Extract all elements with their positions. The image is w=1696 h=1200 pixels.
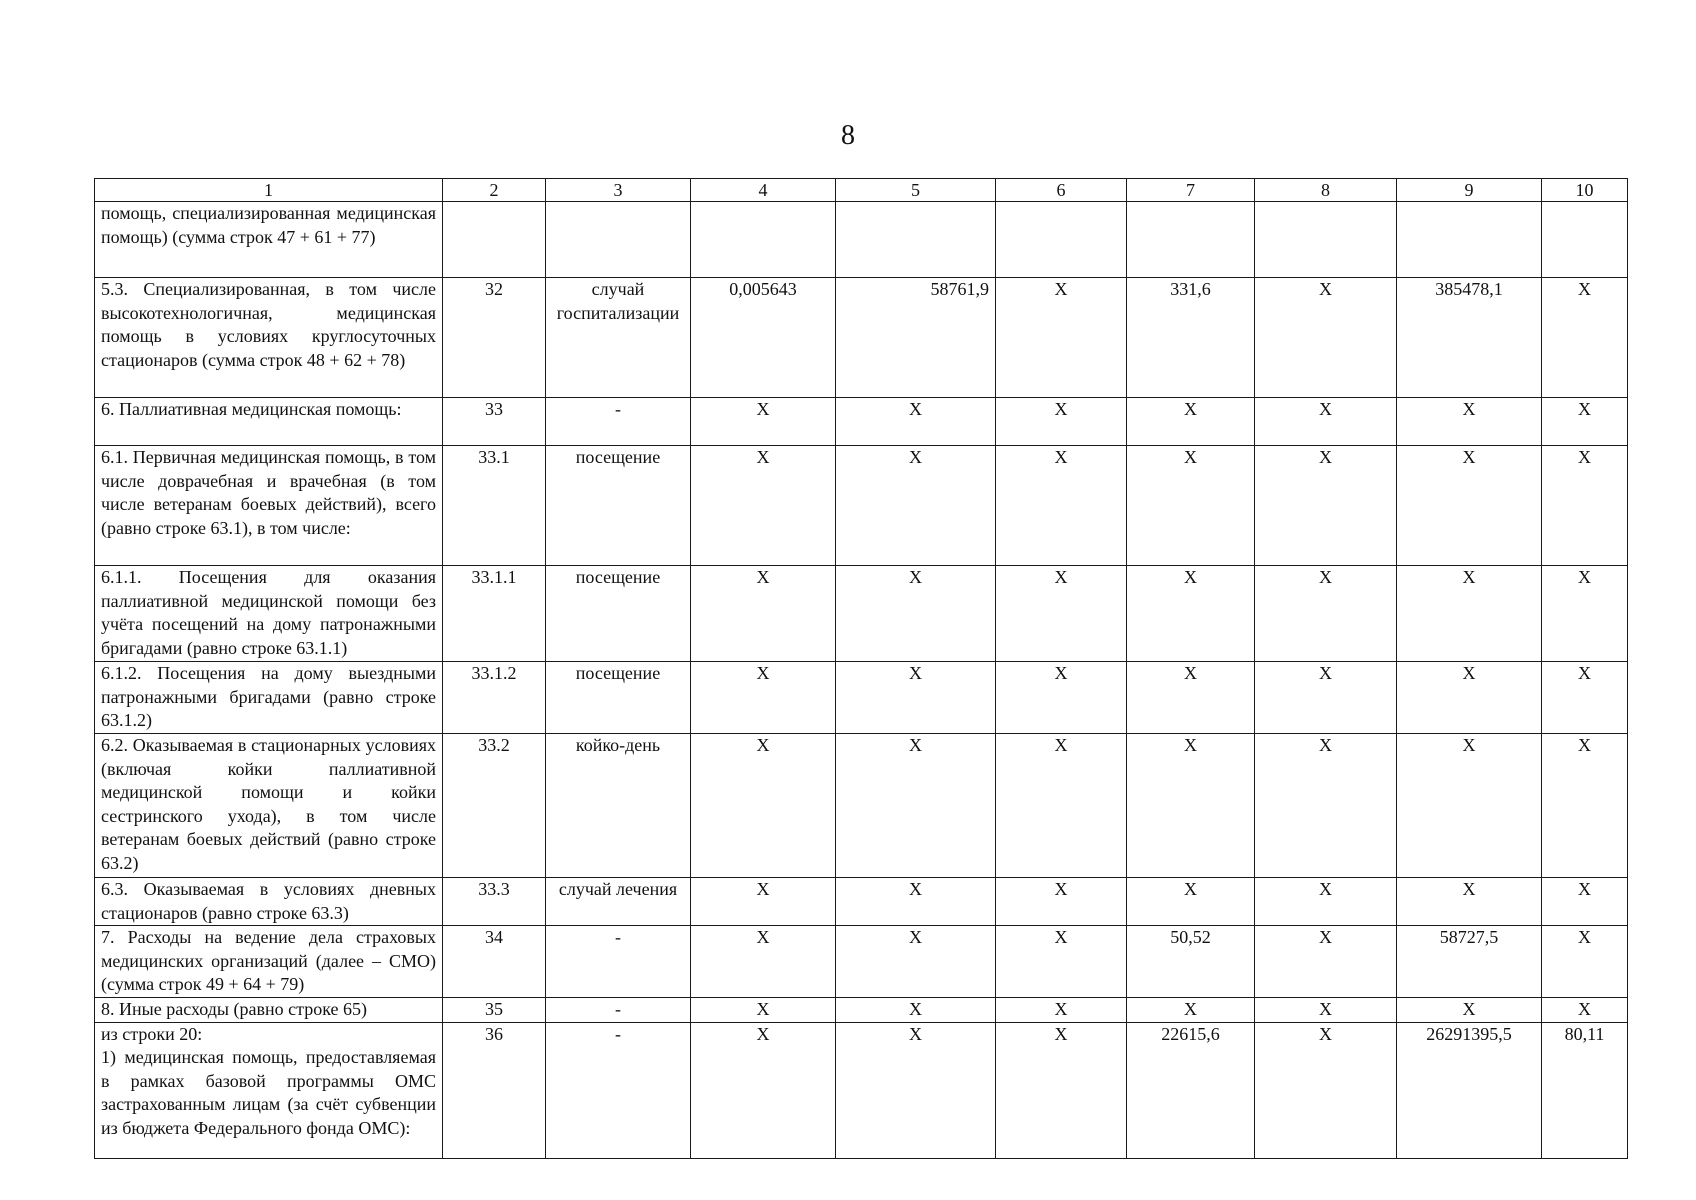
table-row (95, 398, 1628, 446)
value-cell (1397, 202, 1542, 278)
value-cell: Х (836, 398, 996, 446)
value-cell: Х (1397, 566, 1542, 662)
unit-cell: - (546, 398, 691, 446)
unit-cell: случай госпитализации (546, 278, 691, 398)
value-cell: Х (1542, 998, 1628, 1023)
value-cell (691, 202, 836, 278)
value-cell: Х (691, 398, 836, 446)
value-cell (836, 202, 996, 278)
value-cell: Х (1542, 278, 1628, 398)
table-row (95, 202, 1628, 278)
value-cell (996, 202, 1127, 278)
value-cell: 50,52 (1127, 926, 1255, 998)
row-number: 33.1.1 (443, 566, 546, 662)
value-cell (1542, 202, 1628, 278)
unit-cell: посещение (546, 662, 691, 734)
page-number: 8 (841, 120, 855, 151)
column-number: 9 (1397, 179, 1542, 202)
value-cell: 58761,9 (836, 278, 996, 398)
value-cell: Х (1127, 734, 1255, 878)
value-cell: Х (1255, 278, 1397, 398)
value-cell: Х (691, 998, 836, 1023)
value-cell: Х (691, 926, 836, 998)
value-cell: 22615,6 (1127, 1022, 1255, 1158)
column-number: 7 (1127, 179, 1255, 202)
value-cell: Х (836, 1022, 996, 1158)
value-cell: Х (1127, 566, 1255, 662)
value-cell: Х (691, 662, 836, 734)
table-row (95, 1022, 1628, 1158)
value-cell: Х (1542, 446, 1628, 566)
table-row (95, 998, 1628, 1023)
row-name: 6. Паллиативная медицинская помощь: (95, 398, 443, 446)
value-cell: Х (836, 734, 996, 878)
row-name: 6.2. Оказываемая в стационарных условиях (включая койки паллиативной медицинской помощи и койки сестринского ухода), в том числе ветеранам боевых действий (равно строке 63.2) (95, 734, 443, 878)
table-row (95, 926, 1628, 998)
row-name: 6.3. Оказываемая в условиях дневных стационаров (равно строке 63.3) (95, 878, 443, 926)
value-cell: Х (691, 878, 836, 926)
value-cell: Х (1397, 398, 1542, 446)
value-cell: Х (691, 446, 836, 566)
value-cell: Х (836, 878, 996, 926)
row-number: 35 (443, 998, 546, 1023)
row-name: 7. Расходы на ведение дела страховых медицинских организаций (далее – СМО) (сумма строк 49 + 64 + 79) (95, 926, 443, 998)
value-cell: Х (1542, 734, 1628, 878)
value-cell: Х (1255, 398, 1397, 446)
column-number: 5 (836, 179, 996, 202)
value-cell: Х (996, 734, 1127, 878)
value-cell: Х (996, 998, 1127, 1023)
financing-table (94, 178, 1628, 1159)
value-cell: Х (996, 926, 1127, 998)
row-number: 36 (443, 1022, 546, 1158)
column-number: 3 (546, 179, 691, 202)
value-cell: Х (996, 566, 1127, 662)
row-name: 8. Иные расходы (равно строке 65) (95, 998, 443, 1023)
value-cell: Х (1397, 662, 1542, 734)
column-number: 10 (1542, 179, 1628, 202)
value-cell: Х (1255, 734, 1397, 878)
row-name: помощь, специализированная медицинская помощь) (сумма строк 47 + 61 + 77) (95, 202, 443, 278)
row-number: 33.1.2 (443, 662, 546, 734)
table-row (95, 446, 1628, 566)
unit-cell (546, 202, 691, 278)
value-cell: Х (1127, 398, 1255, 446)
row-number: 33.1 (443, 446, 546, 566)
column-number: 4 (691, 179, 836, 202)
row-number (443, 202, 546, 278)
value-cell: Х (1255, 446, 1397, 566)
value-cell (1255, 202, 1397, 278)
value-cell: Х (1542, 398, 1628, 446)
value-cell: Х (1542, 662, 1628, 734)
row-name: 5.3. Специализированная, в том числе высокотехнологичная, медицинская помощь в условиях круглосуточных стационаров (сумма строк 48 + 62 + 78) (95, 278, 443, 398)
row-name (95, 1022, 443, 1158)
value-cell: Х (996, 1022, 1127, 1158)
row-number: 32 (443, 278, 546, 398)
value-cell: 80,11 (1542, 1022, 1628, 1158)
value-cell: 331,6 (1127, 278, 1255, 398)
value-cell: Х (1255, 998, 1397, 1023)
row-name-line: 1) медицинская помощь, предоставляемая в рамках базовой программы ОМС застрахованным лицам (за счёт субвенции из бюджета Федерального фонда ОМС): (101, 1047, 436, 1138)
value-cell: 58727,5 (1397, 926, 1542, 998)
value-cell: Х (1542, 566, 1628, 662)
value-cell: Х (691, 734, 836, 878)
value-cell: Х (1542, 926, 1628, 998)
value-cell: Х (691, 566, 836, 662)
value-cell: Х (691, 1022, 836, 1158)
unit-cell: посещение (546, 566, 691, 662)
value-cell: Х (1255, 878, 1397, 926)
value-cell: Х (996, 878, 1127, 926)
value-cell: Х (836, 998, 996, 1023)
value-cell: Х (996, 662, 1127, 734)
row-number: 33.3 (443, 878, 546, 926)
table-row (95, 566, 1628, 662)
value-cell: Х (1397, 878, 1542, 926)
value-cell: Х (836, 566, 996, 662)
value-cell: Х (1255, 926, 1397, 998)
value-cell: Х (1127, 446, 1255, 566)
row-name: 6.1.1. Посещения для оказания паллиативной медицинской помощи без учёта посещений на дому патронажными бригадами (равно строке 63.1.1) (95, 566, 443, 662)
value-cell: 26291395,5 (1397, 1022, 1542, 1158)
value-cell: Х (836, 446, 996, 566)
column-number: 8 (1255, 179, 1397, 202)
unit-cell: посещение (546, 446, 691, 566)
table-row (95, 278, 1628, 398)
value-cell: Х (836, 662, 996, 734)
column-number-row (95, 179, 1628, 202)
value-cell: 0,005643 (691, 278, 836, 398)
unit-cell: случай лечения (546, 878, 691, 926)
value-cell: 385478,1 (1397, 278, 1542, 398)
unit-cell: - (546, 1022, 691, 1158)
row-number: 33 (443, 398, 546, 446)
table-row (95, 878, 1628, 926)
value-cell: Х (996, 278, 1127, 398)
value-cell: Х (996, 398, 1127, 446)
row-number: 33.2 (443, 734, 546, 878)
value-cell: Х (1397, 998, 1542, 1023)
table-row (95, 662, 1628, 734)
row-name: 6.1.2. Посещения на дому выездными патронажными бригадами (равно строке 63.1.2) (95, 662, 443, 734)
value-cell (1127, 202, 1255, 278)
value-cell: Х (996, 446, 1127, 566)
row-number: 34 (443, 926, 546, 998)
value-cell: Х (836, 926, 996, 998)
value-cell: Х (1397, 446, 1542, 566)
column-number: 6 (996, 179, 1127, 202)
value-cell: Х (1255, 662, 1397, 734)
column-number: 2 (443, 179, 546, 202)
column-number: 1 (95, 179, 443, 202)
value-cell: Х (1255, 566, 1397, 662)
row-name: 6.1. Первичная медицинская помощь, в том числе доврачебная и врачебная (в том числе ветеранам боевых действий), всего (равно строке 63.1), в том числе: (95, 446, 443, 566)
unit-cell: койко-день (546, 734, 691, 878)
unit-cell: - (546, 998, 691, 1023)
value-cell: Х (1127, 662, 1255, 734)
value-cell: Х (1127, 998, 1255, 1023)
value-cell: Х (1255, 1022, 1397, 1158)
value-cell: Х (1127, 878, 1255, 926)
value-cell: Х (1542, 878, 1628, 926)
value-cell: Х (1397, 734, 1542, 878)
row-name-line: из строки 20: (101, 1023, 203, 1044)
unit-cell: - (546, 926, 691, 998)
table-row (95, 734, 1628, 878)
